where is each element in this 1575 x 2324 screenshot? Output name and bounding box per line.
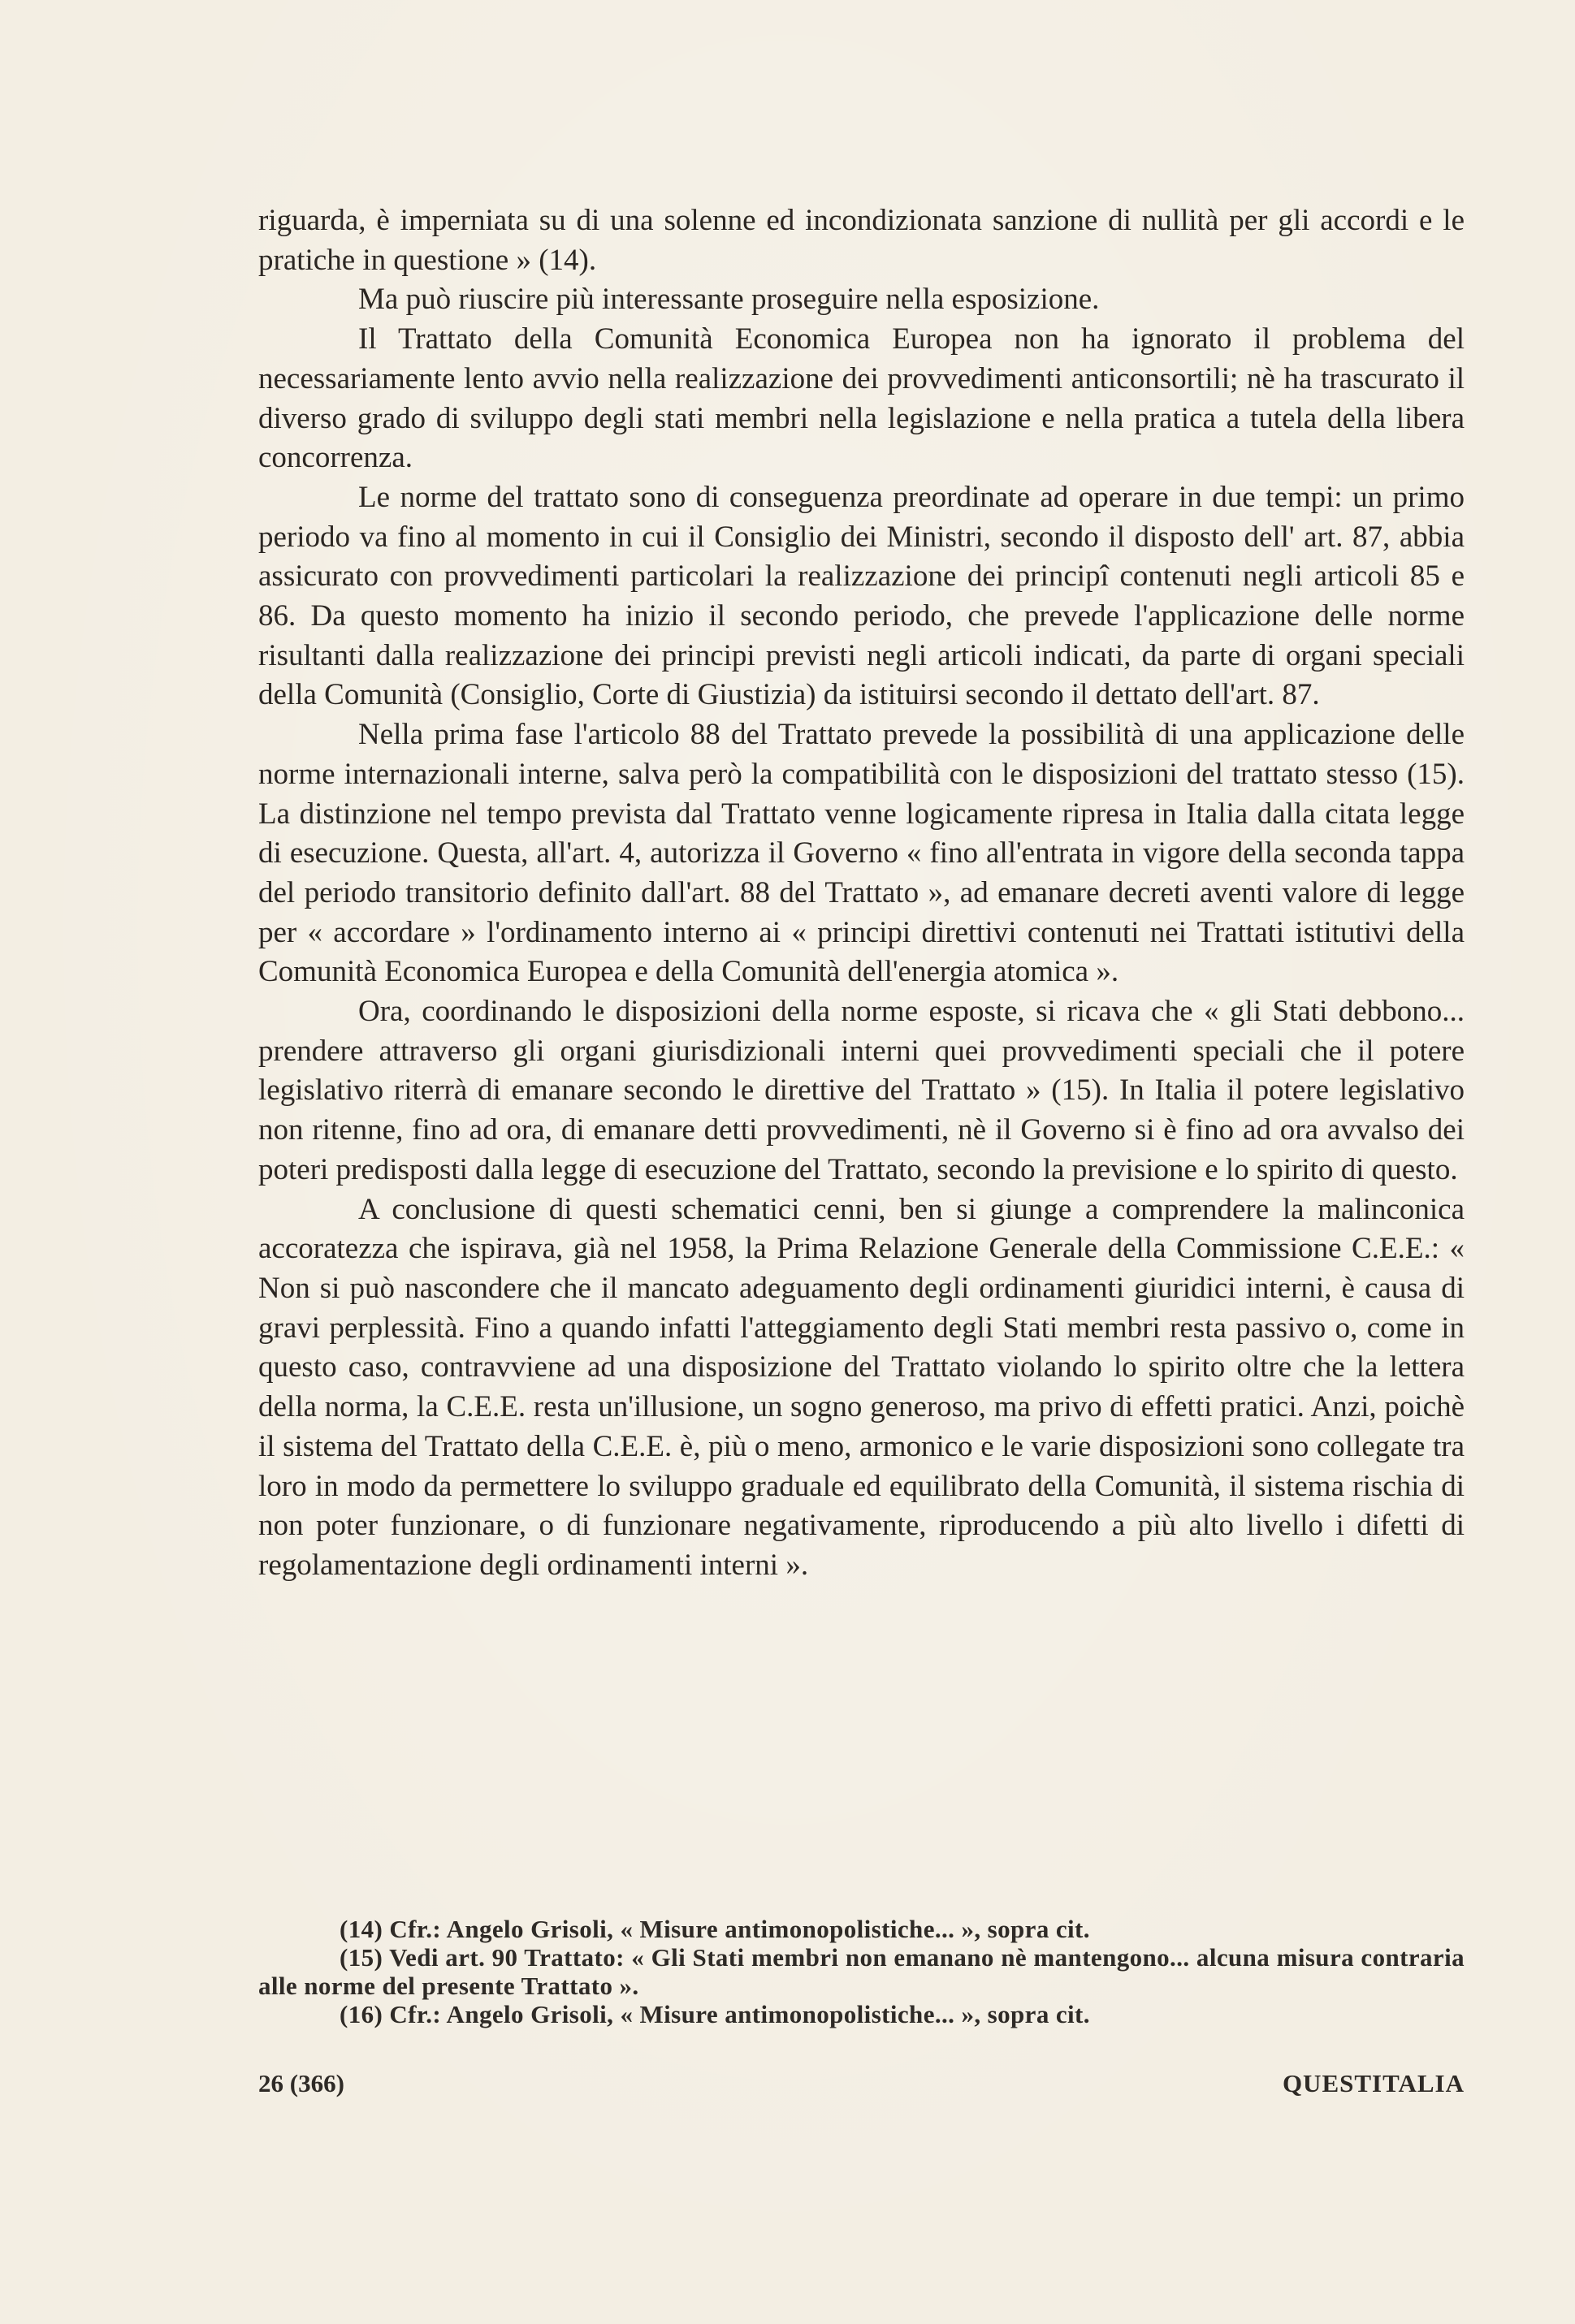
paragraph-2: Ma può riuscire più interessante proseguire nella esposizione.: [358, 283, 1100, 317]
paragraph-7: A conclusione di questi schematici cenni, ben si giunge a comprendere la malinconica accoratezza che ispirava, già nel 1958, la Prima Relazione Generale della Commissione C.E.E.: « Non si può nascondere che il mancato adeguamento degli ordinamenti giuridici interni, è causa di gravi perplessità. Fino a quando infatti l'atteggiamento degli Stati membri resta passivo o, come in questo caso, contravviene ad una disposizione del Trattato violando lo spirito oltre che la lettera della norma, la C.E.E. resta un'illusione, un sogno generoso, ma privo di effetti pratici. Anzi, poichè il sistema del Trattato della C.E.E. è, più o meno, armonico e le varie disposizioni sono collegate tra loro in modo da permettere lo sviluppo graduale ed equilibrato della Comunità, il sistema rischia di non poter funzionare, o di funzionare negativamente, riproducendo a più alto livello i difetti di regolamentazione degli ordinamenti interni ».: [258, 1192, 1465, 1582]
footnote-14: (14) Cfr.: Angelo Grisoli, « Misure antimonopolistiche... », sopra cit.: [340, 1915, 1090, 1943]
journal-name: QUESTITALIA: [1282, 2069, 1465, 2097]
footnotes: [258, 1915, 1465, 2028]
footnote-16: (16) Cfr.: Angelo Grisoli, « Misure antimonopolistiche... », sopra cit.: [340, 2000, 1090, 2028]
paragraph-4: Le norme del trattato sono di conseguenza preordinate ad operare in due tempi: un primo periodo va fino al momento in cui il Consiglio dei Ministri, secondo il disposto dell' art. 87, abbia assicurato con provvedimenti particolari la realizzazione dei principî contenuti negli articoli 85 e 86. Da questo momento ha inizio il secondo periodo, che prevede l'applicazione delle norme risultanti dalla realizzazione dei principi previsti negli articoli indicati, da parte di organi speciali della Comunità (Consiglio, Corte di Giustizia) da istituirsi secondo il dettato dell'art. 87.: [258, 480, 1465, 712]
footnote-15: (15) Vedi art. 90 Trattato: « Gli Stati membri non emanano nè mantengono... alcuna misura contraria alle norme del presente Trattato ».: [258, 1943, 1465, 2000]
page-number: 26 (366): [258, 2069, 344, 2097]
paragraph-1: riguarda, è imperniata su di una solenne ed incondizionata sanzione di nullità per gli accordi e le pratiche in questione » (14).: [258, 204, 1465, 277]
paragraph-5: Nella prima fase l'articolo 88 del Trattato prevede la possibilità di una applicazione delle norme internazionali interne, salva però la compatibilità con le disposizioni del trattato stesso (15). La distinzione nel tempo prevista dal Trattato venne logicamente ripresa in Italia dalla citata legge di esecuzione. Questa, all'art. 4, autorizza il Governo « fino all'entrata in vigore della seconda tappa del periodo transitorio definito dall'art. 88 del Trattato », ad emanare decreti aventi valore di legge per « accordare » l'ordinamento interno ai « principi direttivi contenuti nei Trattati istitutivi della Comunità Economica Europea e della Comunità dell'energia atomica ».: [258, 718, 1465, 989]
article-body: [258, 201, 1465, 1586]
paragraph-3: Il Trattato della Comunità Economica Europea non ha ignorato il problema del necessariamente lento avvio nella realizzazione dei provvedimenti anticonsortili; nè ha trascurato il diverso grado di sviluppo degli stati membri nella legislazione e nella pratica a tutela della libera concorrenza.: [258, 322, 1465, 475]
paragraph-6: Ora, coordinando le disposizioni della norme esposte, si ricava che « gli Stati debbono... prendere attraverso gli organi giurisdizionali interni quei provvedimenti speciali che il potere legislativo riterrà di emanare secondo le direttive del Trattato » (15). In Italia il potere legislativo non ritenne, fino ad ora, di emanare detti provvedimenti, nè il Governo si è fino ad ora avvalso dei poteri predisposti dalla legge di esecuzione del Trattato, secondo la previsione e lo spirito di questo.: [258, 995, 1465, 1186]
